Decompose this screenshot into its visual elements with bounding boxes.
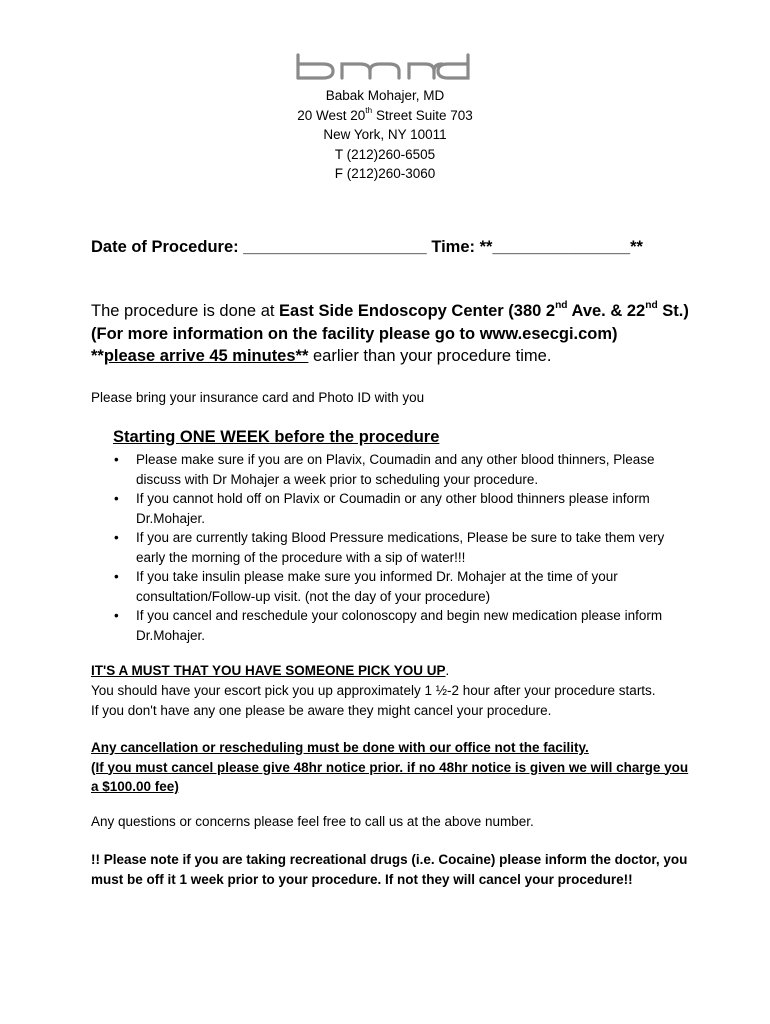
bmmd-logo (295, 52, 471, 80)
street-address: 20 West 20th Street Suite 703 (297, 104, 473, 123)
phone-number: T (212)260-6505 (334, 146, 436, 162)
bring-id-note: Please bring your insurance card and Photo ID with you (91, 390, 425, 405)
date-blank: ____________________ (243, 238, 427, 256)
escort-heading: IT'S A MUST THAT YOU HAVE SOMEONE PICK YOU UP (91, 663, 446, 678)
list-item: • If you are currently taking Blood Pressure medications, Please be sure to take them very early the morning of the procedure with a sip of water!!! (113, 528, 688, 567)
list-item: • If you cancel and reschedule your colonoscopy and begin new medication please inform Dr.Mohajer. (113, 606, 688, 645)
list-item: • If you take insulin please make sure you informed Dr. Mohajer at the time of your consultation/Follow-up visit. (not the day of your procedure) (113, 567, 688, 606)
list-item: • Please make sure if you are on Plavix, Coumadin and any other blood thinners, Please discuss with Dr Mohajer a week prior to scheduling your procedure. (113, 450, 688, 489)
escort-section: IT'S A MUST THAT YOU HAVE SOMEONE PICK YOU UP. You should have your escort pick you up approximately 1 ½-2 hour after your procedure starts. If you don't have any one please be aware they might cancel your procedure. (91, 661, 691, 721)
one-week-heading: Starting ONE WEEK before the procedure (113, 428, 440, 446)
escort-line-1: You should have your escort pick you up approximately 1 ½-2 hour after your procedure starts. (91, 683, 656, 698)
cancellation-policy: Any cancellation or rescheduling must be done with our office not the facility. (If you must cancel please give 48hr notice prior. if no 48hr notice is given we will charge you a $100.00 fee) (91, 740, 689, 794)
arrival-line: **please arrive 45 minutes** earlier than your procedure time. (91, 347, 552, 365)
facility-info-line: (For more information on the facility please go to www.esecgi.com) (91, 324, 618, 343)
time-blank: _______________ (492, 238, 631, 256)
procedure-location (91, 300, 689, 368)
doctor-name: Babak Mohajer, MD (325, 88, 445, 103)
questions-note: Any questions or concerns please feel free to call us at the above number. (91, 814, 534, 829)
date-time-line: Date of Procedure: ____________________ Time: **_______________** (91, 238, 643, 256)
time-label: Time: ** (426, 238, 493, 256)
fax-number: F (212)260-3060 (334, 166, 436, 181)
recreational-drugs-note: !! Please note if you are taking recreational drugs (i.e. Cocaine) please inform the doctor, you must be off it 1 week prior to your procedure. If not they will cancel your procedure!! (91, 852, 688, 887)
location-line: The procedure is done at East Side Endoscopy Center (380 2nd Ave. & 22nd St.) (91, 299, 689, 320)
list-item: • If you cannot hold off on Plavix or Coumadin or any other blood thinners please inform Dr.Mohajer. (113, 489, 688, 528)
escort-line-2: If you don't have any one please be aware they might cancel your procedure. (91, 703, 552, 718)
city-state-zip: New York, NY 10011 (323, 127, 447, 142)
date-label: Date of Procedure: (91, 238, 244, 256)
instruction-list (113, 450, 688, 645)
doctor-address-block (0, 86, 770, 184)
